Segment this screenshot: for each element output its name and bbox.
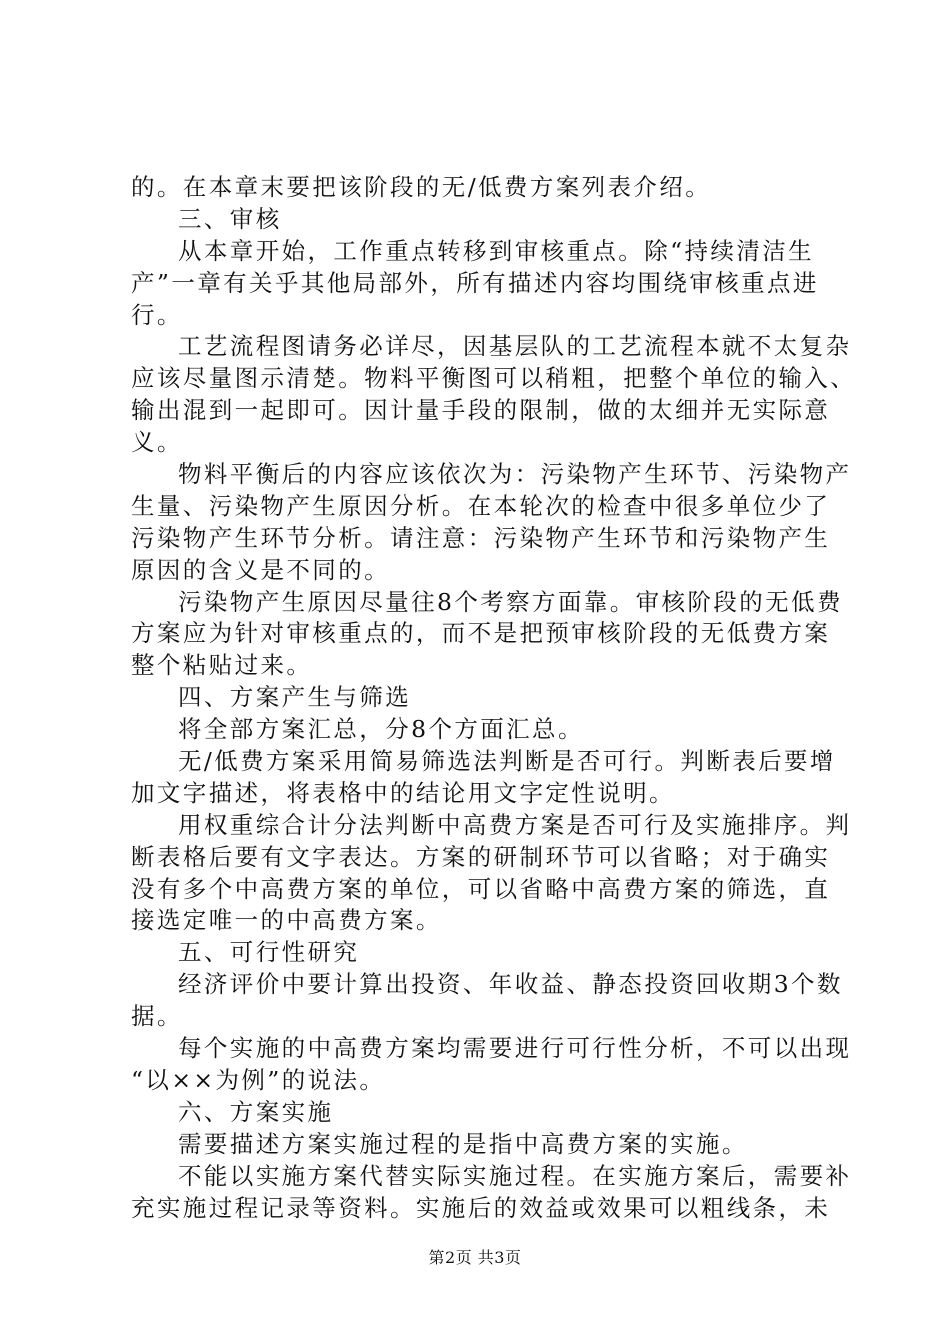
text-line: 经济评价中要计算出投资、年收益、静态投资回收期3个数 [178, 970, 843, 999]
text-line: 污染物产生原因尽量往8个考察方面靠。审核阶段的无低费 [178, 587, 843, 616]
text-line: 方案应为针对审核重点的，而不是把预审核阶段的无低费方案 [131, 619, 831, 648]
text-line: 将全部方案汇总，分8个方面汇总。 [178, 715, 584, 744]
text-line: 充实施过程记录等资料。实施后的效益或效果可以粗线条，未 [131, 1193, 831, 1222]
text-line: 四、方案产生与筛选 [178, 683, 412, 712]
text-line: “以××为例”的说法。 [131, 1065, 386, 1094]
text-line: 五、可行性研究 [178, 938, 360, 967]
text-line: 断表格后要有文字表达。方案的研制环节可以省略；对于确实 [131, 842, 831, 871]
text-line: 六、方案实施 [178, 1097, 334, 1126]
text-line: 三、审核 [178, 204, 282, 233]
text-line: 原因的含义是不同的。 [131, 555, 390, 584]
text-line: 义。 [131, 428, 183, 457]
text-line: 物料平衡后的内容应该依次为：污染物产生环节、污染物产 [178, 460, 852, 489]
text-line: 加文字描述，将表格中的结论用文字定性说明。 [131, 778, 675, 807]
page-footer: 第2页 共3页 [428, 1248, 522, 1267]
text-line: 输出混到一起即可。因计量手段的限制，做的太细并无实际意 [131, 396, 831, 425]
text-line: 没有多个中高费方案的单位，可以省略中高费方案的筛选，直 [131, 874, 831, 903]
text-line: 从本章开始，工作重点转移到审核重点。除“持续清洁生 [178, 236, 815, 265]
text-line: 产”一章有关乎其他局部外，所有描述内容均围绕审核重点进 [131, 268, 819, 297]
text-line: 接选定唯一的中高费方案。 [131, 906, 442, 935]
text-line: 生量、污染物产生原因分析。在本轮次的检查中很多单位少了 [131, 491, 831, 520]
text-line: 应该尽量图示清楚。物料平衡图可以稍粗，把整个单位的输入、 [131, 364, 857, 393]
text-line: 不能以实施方案代替实际实施过程。在实施方案后，需要补 [178, 1161, 852, 1190]
text-line: 每个实施的中高费方案均需要进行可行性分析，不可以出现 [178, 1034, 852, 1063]
document-body [131, 172, 857, 1224]
text-line: 工艺流程图请务必详尽，因基层队的工艺流程本就不太复杂 [178, 332, 852, 361]
text-line: 行。 [131, 300, 183, 329]
text-line: 整个粘贴过来。 [131, 651, 313, 680]
text-line: 的。在本章末要把该阶段的无/低费方案列表介绍。 [131, 173, 712, 201]
text-line: 污染物产生环节分析。请注意：污染物产生环节和污染物产生 [131, 523, 831, 552]
text-line: 用权重综合计分法判断中高费方案是否可行及实施排序。判 [178, 810, 852, 839]
text-line: 据。 [131, 1002, 183, 1031]
text-line: 无/低费方案采用简易筛选法判断是否可行。判断表后要增 [178, 747, 836, 776]
text-line: 需要描述方案实施过程的是指中高费方案的实施。 [178, 1129, 748, 1158]
